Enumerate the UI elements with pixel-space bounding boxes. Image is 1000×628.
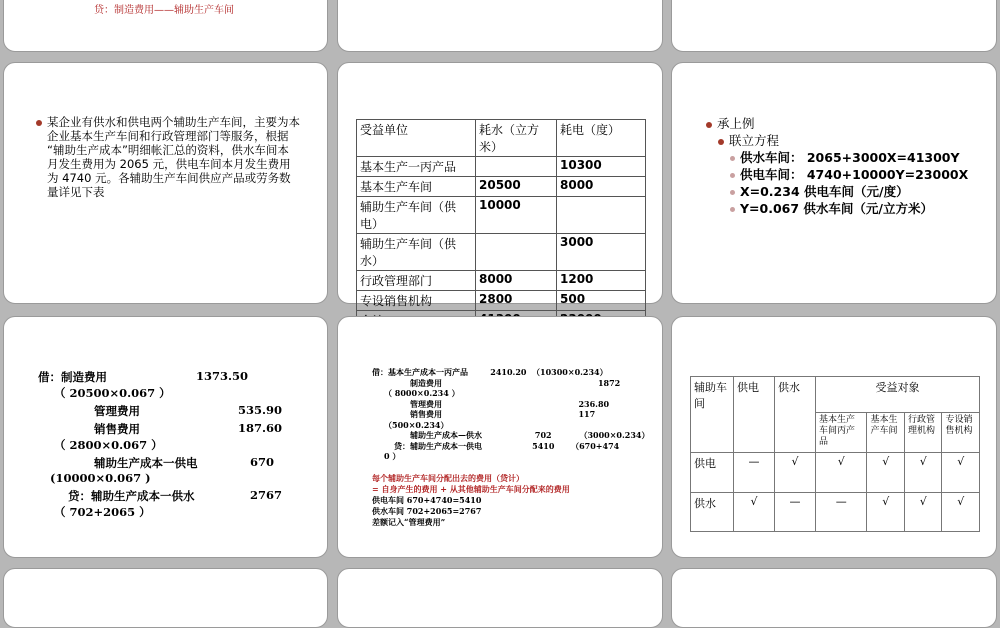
table-row <box>357 291 646 311</box>
equations-block <box>706 115 968 217</box>
table-cell: 基本生产一丙产品 <box>357 157 476 177</box>
journal-line: （ 8000×0.234 ） <box>384 388 460 398</box>
matrix-cell: √ <box>942 492 980 532</box>
journal-amount: 535.90 <box>238 403 283 417</box>
matrix-cell: √ <box>734 492 775 532</box>
matrix-cell: √ <box>775 453 816 493</box>
equation-line: X=0.234 供电车间（元/度） <box>740 184 909 199</box>
slide-matrix[interactable] <box>671 316 997 558</box>
slide-top-right[interactable] <box>671 0 997 52</box>
equation-line: Y=0.067 供水车间（元/立方米） <box>740 201 933 216</box>
calc-line: 供电车间 670+4740=5410 <box>372 495 482 505</box>
equations-subheading: 联立方程 <box>729 133 780 148</box>
journal-line: （500×0.234） <box>384 420 449 430</box>
journal-amount: 2767 <box>250 488 283 502</box>
equations-heading: 承上例 <box>717 116 755 131</box>
matrix-header-row <box>691 377 980 413</box>
table-cell: 行政管理部门 <box>357 271 476 291</box>
matrix-cell: — <box>734 453 775 493</box>
table-cell: 20500 <box>476 177 557 197</box>
matrix-cell: √ <box>942 453 980 493</box>
matrix-header-beneficiary: 受益对象 <box>816 377 980 413</box>
journal-amount: 670 <box>250 455 275 469</box>
matrix-row <box>691 453 980 493</box>
table-cell <box>476 234 557 271</box>
matrix-cell: √ <box>867 453 905 493</box>
table-cell: 基本生产车间 <box>357 177 476 197</box>
matrix-row-label: 供水 <box>691 492 734 532</box>
table-cell: 辅助生产车间（供水） <box>357 234 476 271</box>
table-row <box>357 177 646 197</box>
matrix-cell: √ <box>904 492 942 532</box>
journal-line: (10000×0.067 ) <box>50 471 151 485</box>
table-header-row <box>357 120 646 157</box>
table-cell: 1200 <box>557 271 646 291</box>
bullet-icon <box>718 139 724 145</box>
bullet-icon <box>706 122 712 128</box>
table-cell: 3000 <box>557 234 646 271</box>
slide-top-middle[interactable] <box>337 0 663 52</box>
journal-line: 贷：辅助生产成本一供电 5410 （670+474 <box>394 441 620 451</box>
table-row <box>357 197 646 234</box>
intro-line: 某企业有供水和供电两个辅助生产车间，主要为本 <box>47 115 300 129</box>
table-cell: 8000 <box>557 177 646 197</box>
table-cell: 500 <box>557 291 646 311</box>
intro-line: 为 4740 元。各辅助生产车间供应产品或劳务数 <box>47 171 291 185</box>
intro-line: 企业基本生产车间和行政管理部门等服务，根据 <box>47 129 289 143</box>
matrix-subheader-cell: 基本生产车间 <box>867 413 905 453</box>
sub-bullet-icon <box>730 190 735 195</box>
journal-line: 贷：辅助生产成本一供水 <box>68 489 195 503</box>
calc-line: 供水车间 702+2065=2767 <box>372 506 482 516</box>
table-cell: 10000 <box>476 197 557 234</box>
journal-line: 0 ） <box>384 451 401 461</box>
allocation-note <box>372 473 570 528</box>
slide-table[interactable] <box>337 62 663 308</box>
journal-line: 借：制造费用 <box>38 370 107 384</box>
sub-bullet-icon <box>730 173 735 178</box>
slide-equations[interactable] <box>671 62 997 304</box>
table-cell: 8000 <box>476 271 557 291</box>
matrix-cell: √ <box>867 492 905 532</box>
table-cell: 10300 <box>557 157 646 177</box>
journal-line: （ 2800×0.067 ） <box>54 438 163 452</box>
table-cell: 2800 <box>476 291 557 311</box>
intro-line: 量详见下表 <box>47 185 105 199</box>
slide-bottom-left[interactable] <box>3 568 328 628</box>
journal-amount: 187.60 <box>238 421 283 435</box>
equation-line: 供电车间： 4740+10000Y=23000X <box>740 167 969 182</box>
table-cell: 辅助生产车间（供电） <box>357 197 476 234</box>
journal-line: 借：基本生产成本一丙产品 2410.20 （10300×0.234） <box>372 367 608 377</box>
matrix-subheader-cell: 基本生产车间丙产品 <box>816 413 867 453</box>
matrix-cell: √ <box>816 453 867 493</box>
journal-line: 制造费用 1872 <box>410 378 621 388</box>
journal-line: 销售费用 <box>94 422 140 436</box>
table-cell <box>476 157 557 177</box>
journal-line: 辅助生产成本一供电 <box>94 456 198 470</box>
table-header-cell: 受益单位 <box>357 120 476 157</box>
journal-line: 销售费用 117 <box>410 409 596 419</box>
slide-intro[interactable] <box>3 62 328 304</box>
journal-line: 管理费用 <box>94 404 140 418</box>
slide-bottom-middle[interactable] <box>337 568 663 628</box>
matrix-header-water: 供水 <box>775 377 816 453</box>
slide-bottom-right[interactable] <box>671 568 997 628</box>
intro-paragraph <box>36 115 300 199</box>
matrix-subheader-cell: 专设销售机构 <box>942 413 980 453</box>
matrix-header-aux: 辅助车间 <box>691 377 734 453</box>
note-line: 每个辅助生产车间分配出去的费用（贷计） <box>372 473 524 483</box>
matrix-subheader-cell: 行政管理机构 <box>904 413 942 453</box>
table-header-cell: 耗电（度） <box>557 120 646 157</box>
intro-line: 月发生费用为 2065 元，供电车间本月发生费用 <box>47 157 291 171</box>
journal-entry-2 <box>338 367 664 483</box>
slide-journal-1[interactable] <box>3 316 328 558</box>
table-header-cell: 耗水（立方米） <box>476 120 557 157</box>
journal-line: 管理费用 236.80 <box>410 399 610 409</box>
matrix-cell: √ <box>904 453 942 493</box>
note-line: = 自身产生的费用 + 从其他辅助生产车间分配来的费用 <box>372 484 570 494</box>
sub-bullet-icon <box>730 207 735 212</box>
table-cell: 专设销售机构 <box>357 291 476 311</box>
table-cell <box>557 197 646 234</box>
intro-line: “辅助生产成本”明细帐汇总的资料，供水车间本 <box>47 143 289 157</box>
matrix-header-power: 供电 <box>734 377 775 453</box>
table-row <box>357 234 646 271</box>
bullet-icon <box>36 120 42 126</box>
journal-line: （ 20500×0.067 ） <box>54 386 171 400</box>
table-row <box>357 157 646 177</box>
slide-journal-2[interactable] <box>337 316 663 558</box>
journal-line: （ 702+2065 ） <box>54 505 151 519</box>
equation-line: 供水车间： 2065+3000X=41300Y <box>740 150 960 165</box>
beneficiary-matrix <box>690 376 980 532</box>
slide-top-left[interactable] <box>3 0 328 52</box>
sub-bullet-icon <box>730 156 735 161</box>
consumption-table <box>356 119 646 331</box>
table-row <box>357 271 646 291</box>
journal-amount: 1373.50 <box>196 369 249 383</box>
matrix-row-label: 供电 <box>691 453 734 493</box>
credit-line: 贷：制造费用——辅助生产车间 <box>94 5 234 16</box>
matrix-row <box>691 492 980 532</box>
matrix-cell: — <box>816 492 867 532</box>
matrix-cell: — <box>775 492 816 532</box>
journal-line: 辅助生产成本—供水 702 （3000×0.234） <box>410 430 650 440</box>
calc-line: 差额记入“管理费用” <box>372 517 446 527</box>
